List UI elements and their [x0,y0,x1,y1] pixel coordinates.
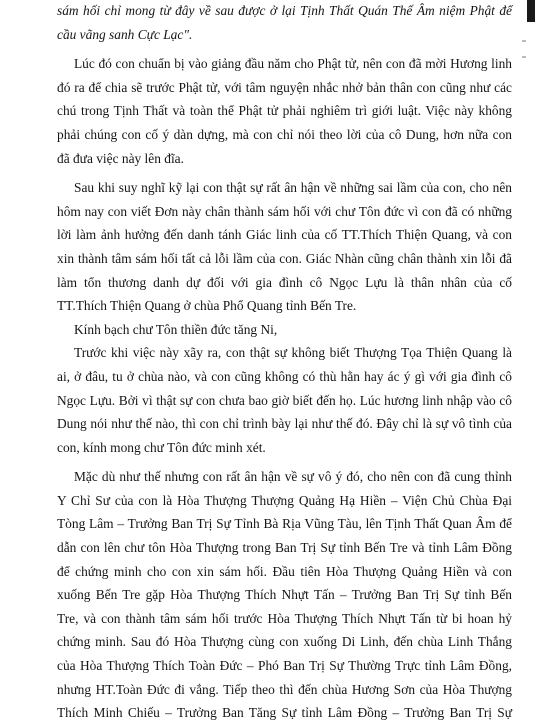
text-line: Tòng Lâm – Trưởng Ban Trị Sự Tỉnh Bà Rịa Vũng Tàu, lên Tịnh Thất Quan Âm để [57,516,512,532]
text-line: Y Chỉ Sư của con là Hòa Thượng Thượng Quảng Hạ Hiền – Viện Chủ Chùa Đại [57,492,512,508]
text-line: để chứng minh cho con xin sám hối. Đầu tiên Hòa Thượng Quảng Hiền và con [57,563,512,579]
text-line: Dung nói như thế nào, thì con chỉ trình bày lại như thế đó. Đây chỉ là sự vô tình của [57,416,512,432]
text-line: Thích Minh Chiếu – Trưởng Ban Tăng Sự tỉnh Lâm Đồng – Trưởng Ban Trị Sự [57,705,512,721]
text-line: Kính bạch chư Tôn thiền đức tăng Ni, [74,321,278,337]
text-line: con, kính mong chư Tôn đức minh xét. [57,439,266,455]
text-line: đã đưa việc này lên đĩa. [57,150,184,166]
text-line: dẫn con lên chư tôn Hòa Thượng trong Ban Trị Sự tỉnh Bến Tre và tỉnh Lâm Đồng [57,540,512,556]
text-line: đó ra để chia sẽ trước Phật tử, với tâm nguyện nhắc nhở bản thân con cũng như các [57,79,512,95]
text-line: chứng minh. Sau đó Hòa Thượng cùng con xuống Di Linh, đến chùa Linh Thắng [57,634,512,650]
scan-dots [522,40,526,58]
text-line: nhưng HT.Toàn Đức đi vắng. Tiếp theo thì đến chùa Hương Sơn của Hòa Thượng [57,681,512,697]
text-line: làm tổn thương danh dự đối với gia đình cô Ngọc Lựu là thân nhân của cố [57,274,512,290]
text-line: hôm nay con viết Đơn này chân thành sám hối với chư Tôn đức vì con đã có những [57,203,512,219]
text-line: phải chúng con cố ý dàn dựng, mà con chỉ nói theo lời của cô Dung, hơn nữa con [57,126,512,142]
text-line: của Hòa Thượng Thích Toàn Đức – Phó Ban Trị Sự Thường Trực tỉnh Lâm Đồng, [57,658,512,674]
text-line: Tre, và con thành tâm sám hối trước Hòa Thượng Thích Nhựt Tấn từ bi hoan hỷ [57,610,512,626]
text-line: Lúc đó con chuẩn bị vào giảng đầu năm cho Phật tử, nên con đã mời Hương linh [74,56,512,72]
text-line: chú trong Tịnh Thất và toàn thể Phật tử phải nghiêm trì giới luật. Việc này không [57,103,512,119]
text-line: cầu vãng sanh Cực Lạc". [57,26,193,42]
text-line: sám hối chỉ mong từ đây về sau được ở lại Tịnh Thất Quán Thế Âm niệm Phật để [57,3,512,18]
text-line: Mặc dù như thế nhưng con rất ân hận về sự vô ý đó, cho nên con đã cung thỉnh [74,469,512,485]
text-line: xuống Bến Tre gặp Hòa Thượng Thích Nhựt Tấn – Trưởng Ban Trị Sự tỉnh Bến [57,587,512,603]
scan-edge-mark [527,0,535,22]
text-line: Ngọc Lựu. Bởi vì thật sự con chưa bao giờ biết đến họ. Lúc hương linh nhập vào cô [57,392,512,408]
text-line: lời làm ảnh hưởng đến danh tánh Giác linh của cố TT.Thích Thiện Quang, và con [57,227,512,243]
text-line: xin thành tâm sám hối tất cả lỗi lầm của con. Giác Nhàn cũng chân thành xin lỗi đã [57,250,512,266]
text-line: TT.Thích Thiện Quang ở chùa Phổ Quang tỉnh Bến Tre. [57,298,357,314]
document-body [57,0,512,725]
text-line: Trước khi việc này xãy ra, con thật sự không biết Thượng Tọa Thiện Quang là [74,345,512,361]
text-line: Sau khi suy nghĩ kỹ lại con thật sự rất ân hận về những sai lầm của con, cho nên [74,180,512,196]
text-line: ai, ở đâu, tu ở chùa nào, và con cũng không có thù hằn hay ác ý gì với gia đình cô [57,368,512,384]
